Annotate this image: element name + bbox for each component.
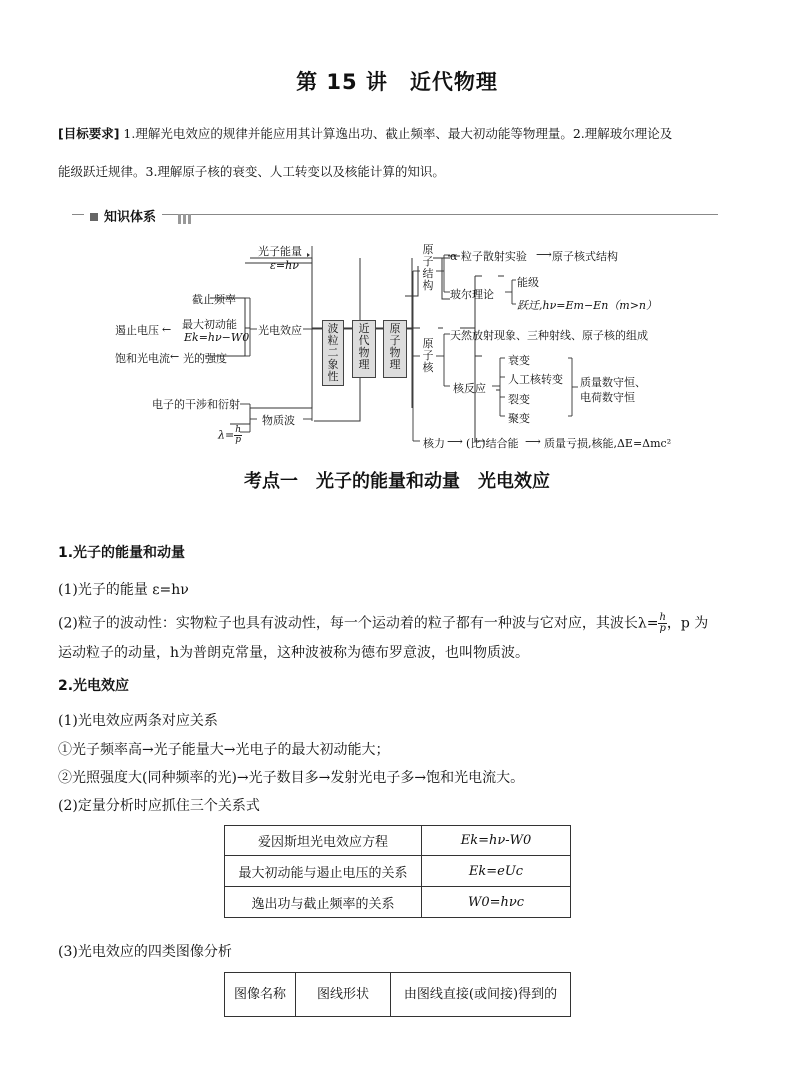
diagram-photoelectric: 光电效应 [258,324,302,337]
diagram-nuclear-model: 原子核式结构 [552,250,618,263]
table-header-cell: 由图线直接(或间接)得到的 [391,973,571,1017]
diagram-reactions: 核反应 [453,382,486,395]
diagram-fission: 裂变 [508,393,530,406]
kaodian-heading: 考点一 光子的能量和动量 光电效应 [244,471,550,492]
diagram-radioactivity: 天然放射现象、三种射线、原子核的组成 [450,329,648,342]
goal-text-1: 1.理解光电效应的规律并能应用其计算逸出功、截止频率、最大初动能等物理量。2.理解玻尔理论及 [123,126,673,141]
diagram-cutoff-freq: 截止频率 [192,293,236,306]
diagram-artificial: 人工核转变 [508,373,563,386]
diagram-mass-cons: 质量数守恒、 [580,376,646,389]
diagram-saturation: 饱和光电流 [115,352,170,365]
section-heading: 知识体系 [84,206,162,225]
goal-line-1 [58,127,748,141]
table-cell: Ek=eUc [422,856,571,887]
diagram-charge-cons: 电荷数守恒 [580,391,635,404]
diagram-interference: 电子的干涉和衍射 [152,398,240,411]
graphs-table [224,972,571,1017]
para-wave-2: 运动粒子的动量，h为普朗克常量，这种波被称为德布罗意波，也叫物质波。 [58,645,530,661]
diagram-matter-wave: 物质波 [262,414,295,427]
table-header-cell: 图像名称 [225,973,296,1017]
diagram-box-duality: 波 粒 二 象 性 [322,320,344,386]
diagram-mass-defect: 质量亏损,核能,ΔE=Δmc² [544,437,672,450]
table-cell: 最大初动能与遏止电压的关系 [225,856,422,887]
page-title: 第 15 讲 近代物理 [296,70,498,94]
diagram-fusion: 聚变 [508,412,530,425]
table-row [225,887,571,918]
table-cell: 爱因斯坦光电效应方程 [225,826,422,856]
diagram-photon-formula: ε=hν [270,259,299,272]
goal-tag: [目标要求] [58,126,120,141]
para-quantitative: (2)定量分析时应抓住三个关系式 [58,798,260,814]
diagram-max-ke: 最大初动能 [182,318,237,331]
diagram-levels: 能级 [517,276,539,289]
diagram-photon-energy: 光子能量 [258,245,302,258]
para-four-graphs: (3)光电效应的四类图像分析 [58,944,232,960]
section-rule [72,214,718,215]
diagram-transition: 跃迁,hν=Em−En（m>n） [517,299,658,312]
para-relations: (1)光电效应两条对应关系 [58,713,218,729]
para-photon-energy: (1)光子的能量 ε=hν [58,582,189,598]
diagram-atom-structure: 原 子 结 构 [422,243,434,292]
section-square-icon [90,213,98,221]
section-tail-marks [178,209,193,228]
heading-photoelectric: 2.光电效应 [58,678,130,694]
diagram-ek-formula: Ek=hν−W0 [184,331,250,344]
diagram-arrow-left-icon: ← [162,323,172,336]
diagram-box-atom-physics: 原 子 物 理 [383,320,407,378]
diagram-arrow-left-icon: ← [170,350,180,363]
diagram-layer [100,236,700,456]
diagram-arrow-right-icon: ⟶ [525,435,541,448]
para-relation-1: ①光子频率高→光子能量大→光电子的最大初动能大； [58,742,390,758]
diagram-decay: 衰变 [508,354,530,367]
table-row [225,826,571,856]
relations-table [224,825,571,918]
para-relation-2: ②光照强度大(同种频率的光)→光子数目多→发射光电子多→饱和光电流大。 [58,770,525,786]
diagram-nucleus: 原 子 核 [422,337,434,374]
diagram-nuclear-force: 核力 [423,437,445,450]
diagram-box-modern: 近 代 物 理 [352,320,376,378]
diagram-lambda: λ= $\frac{h}{p}$ [218,425,241,445]
table-header-cell: 图线形状 [296,973,391,1017]
table-cell: W0=hνc [422,887,571,918]
diagram-stopping-voltage: 遏止电压 [115,324,159,337]
goal-text-2: 能级跃迁规律。3.理解原子核的衰变、人工转变以及核能计算的知识。 [58,164,445,179]
table-row [225,856,571,887]
diagram-bohr: 玻尔理论 [450,288,494,301]
table-cell: 逸出功与截止频率的关系 [225,887,422,918]
diagram-alpha: α 粒子散射实验 [450,250,527,263]
diagram-arrow-right-icon: ⟶ [447,435,463,448]
table-row [225,973,571,1017]
diagram-binding: (比)结合能 [466,437,519,450]
table-cell: Ek=hν-W0 [422,826,571,856]
para-wave-1: (2)粒子的波动性：实物粒子也具有波动性，每一个运动着的粒子都有一种波与它对应，其波长λ= $\frac{h}{p}$ ，p 为 [58,612,709,634]
diagram-arrow-right-icon: ⟶ [536,248,552,261]
heading-photon: 1.光子的能量和动量 [58,545,186,561]
diagram-light-intensity: 光的强度 [183,352,227,365]
